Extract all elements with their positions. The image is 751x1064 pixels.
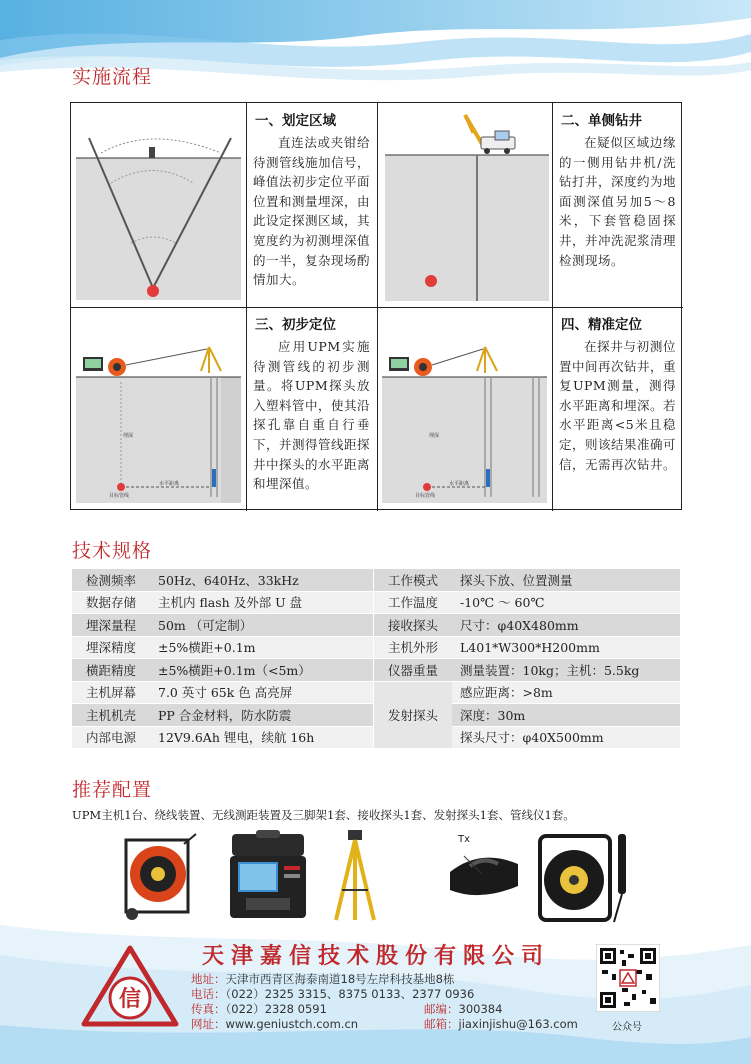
spec-value: 探头尺寸：φ40X500mm [452,727,680,750]
table-row [72,614,680,637]
section-title-specs: 技术规格 [72,540,153,562]
step-cell-2 [377,103,683,307]
spec-label: 数据存储 [72,592,150,615]
spec-value: 7.0 英寸 65k 色 高亮屏 [150,682,373,705]
spec-label-transmit-probe: 发射探头 [373,682,452,750]
spec-value: 12V9.6Ah 锂电，续航 16h [150,727,373,750]
diagram-label-depth: 埋深 [429,433,440,439]
receiver-reel-image [530,830,640,926]
table-row [72,592,680,615]
logo-character: 信 [118,987,142,1012]
footer-postcode [424,1001,502,1017]
spec-label: 埋深精度 [72,637,150,660]
footer-fax [191,1001,327,1017]
cell-divider [246,103,247,307]
diagram-label-target: 目标管线 [415,493,436,499]
spec-value: 深度：30m [452,704,680,727]
spec-label: 仪器重量 [373,659,452,682]
phone-label: 电话： [191,987,226,1001]
footer-address [191,971,454,987]
address-value: 天津市西青区海泰南道18号左岸科技基地8栋 [225,972,455,986]
spec-value: ±5%横距+0.1m（<5m） [150,659,373,682]
step-text-4: 在探井与初测位置中间再次钻井，重复UPM测量，测得水平距离和埋深。若水平距离<5米且稳定，则该结果准确可信，无需再次钻井。 [559,339,677,472]
step3-diagram [71,307,246,511]
phone-value: （022）2325 3315、8375 0133、2377 0936 [225,987,475,1001]
cell-divider [552,307,553,511]
step2-diagram [377,103,552,307]
spec-label: 接收探头 [373,614,452,637]
section-title-process: 实施流程 [72,66,153,88]
step-text-1: 直连法或夹钳给待测管线施加信号，峰值法初步定位平面位置和测量埋深，由此设定探测区域，其宽度约为初测埋深值的一半，复杂现场酌情加大。 [253,135,371,288]
fax-value: （022）2328 0591 [225,1002,327,1016]
section-title-config: 推荐配置 [72,779,153,801]
table-row [72,569,680,592]
diagram-label-depth: 埋深 [123,433,134,439]
step-title-3: 三、初步定位 [255,317,336,333]
spec-value: 感应距离：>8m [452,682,680,705]
step-text-3: 应用UPM实施待测管线的初步测量。将UPM探头放入塑料管中，使其沿探孔靠自重自行垂下，并测得管线距探井中探头的水平距离和埋深值。 [253,339,371,492]
spec-value: -10℃ ～ 60℃ [452,592,680,615]
footer-email [424,1016,578,1032]
spec-value: 探头下放、位置测量 [452,569,680,592]
spec-label: 主机屏幕 [72,682,150,705]
qr-code-image[interactable] [596,944,660,1012]
spec-label: 主机机壳 [72,704,150,727]
spec-value: ±5%横距+0.1m [150,637,373,660]
spec-value: 测量装置：10kg；主机：5.5kg [452,659,680,682]
email-label: 邮箱： [424,1017,459,1031]
spec-label: 埋深量程 [72,614,150,637]
spec-value: 50m （可定制） [150,614,373,637]
postcode-label: 邮编： [424,1002,459,1016]
step-cell-4 [377,307,683,511]
footer-website [191,1016,358,1032]
spec-label: 工作模式 [373,569,452,592]
step-title-2: 二、单侧钻井 [561,113,642,129]
grid-divider-vertical [377,103,378,511]
spec-label: 横距精度 [72,659,150,682]
diagram-label-horizontal: 水平距离 [449,481,470,487]
config-description: UPM主机1台、绕线装置、无线测距装置及三脚架1套、接收探头1套、发射探头1套、管线仪1套。 [72,808,575,822]
cell-divider [246,307,247,511]
qr-caption: 公众号 [612,1022,642,1033]
cell-divider [552,103,553,307]
table-row [72,637,680,660]
web-label: 网址： [191,1017,226,1031]
process-grid [70,102,682,510]
diagram-label-target: 目标管线 [109,493,130,499]
cable-reel-image [118,830,198,922]
spec-value: 尺寸：φ40X480mm [452,614,680,637]
company-name: 天津嘉信技术股份有限公司 [202,944,551,969]
footer-phone [191,986,474,1002]
spec-value: L401*W300*H200mm [452,637,680,660]
spec-value: 50Hz、640Hz、33kHz [150,569,373,592]
table-row [72,682,680,705]
spec-label: 检测频率 [72,569,150,592]
company-logo [80,944,180,1028]
spec-label: 主机外形 [373,637,452,660]
table-row [72,659,680,682]
step1-diagram [71,103,246,307]
step-title-4: 四、精准定位 [561,317,642,333]
spec-label: 工作温度 [373,592,452,615]
step4-diagram [377,307,552,511]
step-cell-3 [71,307,377,511]
transmitter-image [444,830,524,910]
spec-value: 主机内 flash 及外部 U 盘 [150,592,373,615]
step-title-1: 一、划定区域 [255,113,336,129]
host-case-image [226,830,310,922]
spec-value: PP 合金材料，防水防震 [150,704,373,727]
step-cell-1 [71,103,377,307]
diagram-label-horizontal: 水平距离 [159,481,180,487]
fax-label: 传真： [191,1002,226,1016]
postcode-value: 300384 [458,1002,503,1016]
step-text-2: 在疑似区域边缘的一侧用钻井机/洗钻打井，深度约为地面测深值另加5～8米，下套管稳固探井，并冲洗泥浆清理检测现场。 [559,135,677,268]
web-link[interactable]: www.geniustch.com.cn [225,1017,359,1031]
email-link[interactable]: jiaxinjishu@163.com [458,1017,578,1031]
specs-table [72,569,680,749]
tripod-image [330,830,380,924]
tx-label: Tx [458,834,471,845]
spec-label: 内部电源 [72,727,150,750]
address-label: 地址： [191,972,226,986]
